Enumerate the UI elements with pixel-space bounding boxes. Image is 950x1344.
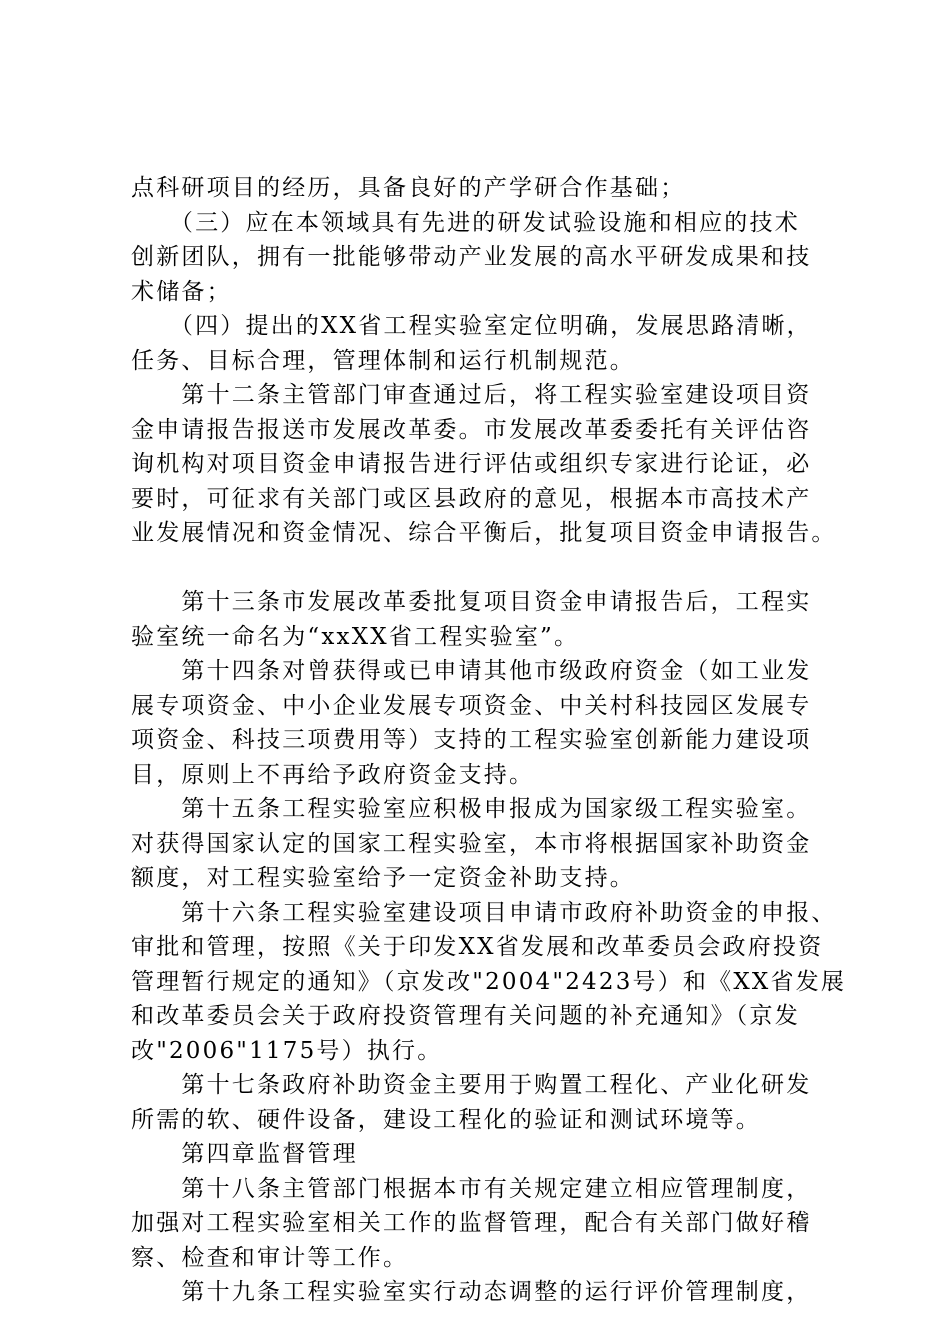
text-line: 察、检查和审计等工作。 bbox=[131, 1244, 409, 1271]
text-line: 审批和管理，按照《关于印发XX省发展和改革委员会政府投资 bbox=[131, 934, 824, 960]
text-line: 金申请报告报送市发展改革委。市发展改革委委托有关评估咨 bbox=[131, 416, 812, 443]
text-line: 任务、目标合理，管理体制和运行机制规范。 bbox=[131, 347, 635, 374]
text-line: 第十四条对曾获得或已申请其他市级政府资金（如工业发 bbox=[131, 658, 812, 684]
text-line: 第十九条工程实验室实行动态调整的运行评价管理制度， bbox=[131, 1279, 812, 1305]
text-line: 第十八条主管部门根据本市有关规定建立相应管理制度， bbox=[131, 1175, 812, 1202]
text-line: 术储备； bbox=[131, 278, 232, 305]
text-line: 管理暂行规定的通知》（京发改"2004"2423号）和《XX省发展 bbox=[131, 968, 847, 995]
text-line: 验室统一命名为“xxXX省工程实验室”。 bbox=[131, 623, 580, 650]
document-body bbox=[131, 171, 847, 1310]
text-line: 目，原则上不再给予政府资金支持。 bbox=[131, 761, 535, 788]
text-line: 对获得国家认定的国家工程实验室，本市将根据国家补助资金 bbox=[131, 830, 812, 857]
text-line: 所需的软、硬件设备，建设工程化的验证和测试环境等。 bbox=[131, 1106, 761, 1133]
text-line: 额度，对工程实验室给予一定资金补助支持。 bbox=[131, 865, 635, 891]
text-line: 第十三条市发展改革委批复项目资金申请报告后，工程实 bbox=[131, 589, 812, 615]
text-line: （三）应在本领域具有先进的研发试验设施和相应的技术 bbox=[131, 209, 800, 236]
text-line: （四）提出的XX省工程实验室定位明确，发展思路清晰， bbox=[131, 313, 812, 339]
text-line: 加强对工程实验室相关工作的监督管理，配合有关部门做好稽 bbox=[131, 1210, 812, 1236]
blank-line bbox=[131, 551, 831, 586]
text-line: 第十二条主管部门审查通过后，将工程实验室建设项目资 bbox=[131, 382, 812, 408]
text-line: 业发展情况和资金情况、综合平衡后，批复项目资金申请报告。 bbox=[131, 520, 837, 546]
text-line: 第十七条政府补助资金主要用于购置工程化、产业化研发 bbox=[131, 1072, 812, 1098]
text-line: 项资金、科技三项费用等）支持的工程实验室创新能力建设项 bbox=[131, 727, 812, 753]
text-line: 要时，可征求有关部门或区县政府的意见，根据本市高技术产 bbox=[131, 485, 812, 512]
text-line: 询机构对项目资金申请报告进行评估或组织专家进行论证，必 bbox=[131, 451, 812, 477]
text-line: 点科研项目的经历，具备良好的产学研合作基础； bbox=[131, 175, 686, 201]
text-line: 第十六条工程实验室建设项目申请市政府补助资金的申报、 bbox=[131, 899, 837, 926]
text-line: 和改革委员会关于政府投资管理有关问题的补充通知》（京发 bbox=[131, 1003, 800, 1029]
text-line: 第十五条工程实验室应积极申报成为国家级工程实验室。 bbox=[131, 796, 812, 822]
text-line: 改"2006"1175号）执行。 bbox=[131, 1037, 443, 1064]
text-line: 第四章监督管理 bbox=[131, 1141, 358, 1167]
text-line: 展专项资金、中小企业发展专项资金、中关村科技园区发展专 bbox=[131, 692, 812, 719]
text-line: 创新团队，拥有一批能够带动产业发展的高水平研发成果和技 bbox=[131, 244, 812, 270]
